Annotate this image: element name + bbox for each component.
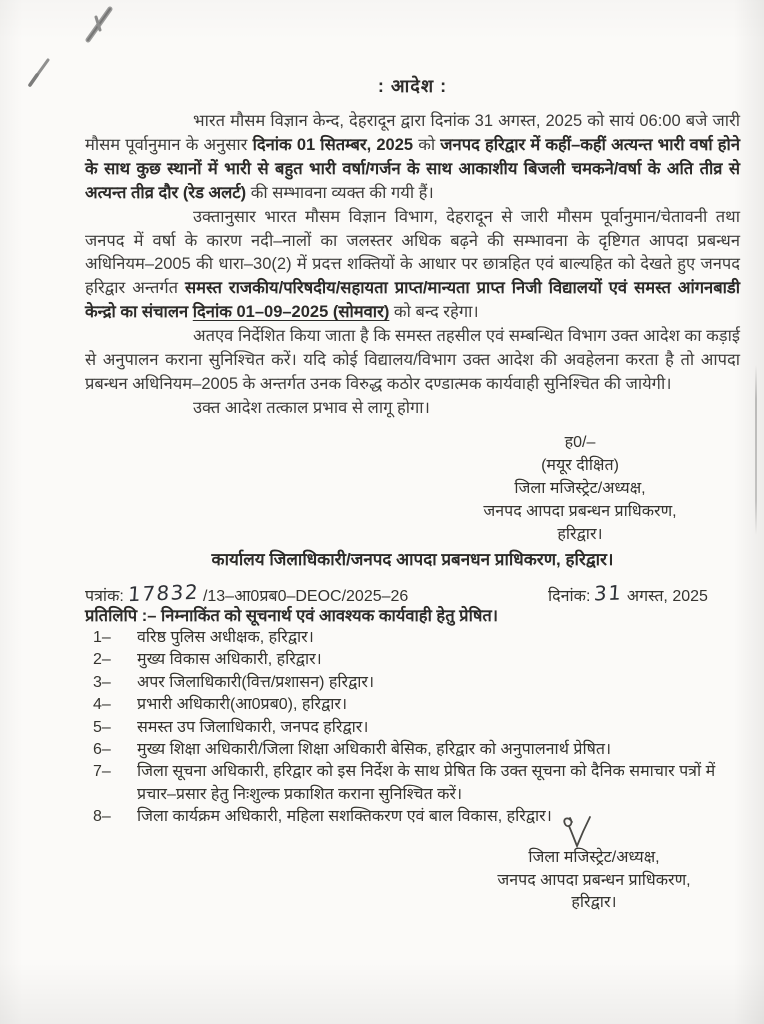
bold-schools-run: समस्त राजकीय/परिषदीय/सहायता प्राप्त/मान्यता प्राप्त निजी विद्यालयों एवं समस्त आंगनबाडी केन्द्रो का संचालन	[85, 279, 740, 322]
signature-block-bottom	[434, 847, 754, 915]
order-body	[85, 110, 740, 421]
list-item	[93, 649, 741, 671]
bold-underlined-date-run: दिनांक 01–09–2025 (सोमवार)	[192, 303, 390, 322]
list-item	[93, 627, 741, 649]
list-item-text: जिला सूचना अधिकारी, हरिद्वार को इस निर्देश के साथ प्रेषित कि उक्त सूचना को दैनिक समाचार पत्रों में प्रचार–प्रसार हेतु निःशुल्क प्रकाशित कराना सुनिश्चित करें।	[137, 763, 716, 803]
letter-number-suffix: /13–आ0प्रब0–DEOC/2025–26	[202, 588, 409, 605]
list-item-number: 8–	[93, 808, 111, 826]
signed-mark: ह0/–	[564, 434, 596, 451]
scan-edge-shadow	[755, 365, 757, 535]
date-text: अगस्त, 2025	[626, 588, 708, 605]
text-run: की सम्भावना व्यक्त की गयी हैं।	[246, 183, 434, 202]
list-item-text: प्रभारी अधिकारी(आ0प्रब0), हरिद्वार।	[137, 696, 348, 714]
list-item-text: समस्त उप जिलाधिकारी, जनपद हरिद्वार।	[137, 718, 369, 736]
letter-number-label: पत्रांक:	[85, 588, 124, 605]
signatory-place: हरिद्वार।	[557, 526, 603, 543]
list-item-text: मुख्य विकास अधिकारी, हरिद्वार।	[137, 651, 322, 669]
list-item-number: 1–	[93, 629, 111, 646]
handwritten-date: 31	[593, 580, 624, 606]
paragraph-compliance: अतएव निर्देशित किया जाता है कि समस्त तहसील एवं सम्बन्धित विभाग उक्त आदेश का कड़ाई से अनुपालन कराना सुनिश्चित करें। यदि कोई विद्यालय/विभाग उक्त आदेश की अवहेलना करता है तो आपदा प्रबन्धन अधिनियम–2005 के अन्तर्गत उनक विरुद्ध कठोर दण्डात्मक कार्यवाही सुनिश्चित की जायेगी।	[85, 327, 740, 393]
list-item	[93, 806, 741, 828]
pen-stroke-icon	[24, 54, 58, 90]
date-label: दिनांक:	[548, 588, 591, 605]
list-item	[93, 694, 741, 716]
signatory-designation: जिला मजिस्ट्रेट/अध्यक्ष,	[514, 480, 646, 497]
signatory-place: हरिद्वार।	[571, 894, 617, 911]
bold-date-run: दिनांक 01 सितम्बर, 2025	[252, 135, 414, 154]
text-run: भारत मौसम विज्ञान केन्द, देहरादून द्वारा दिनांक 31 अगस्त, 2025 को सायं 06:00 बजे जारी मौसम पूर्वानुमान के अनुसार	[85, 112, 740, 154]
signatory-name: (मयूर दीक्षित)	[541, 457, 619, 474]
list-item-text: जिला कार्यक्रम अधिकारी, महिला सशक्तिकरण एवं बाल विकास, हरिद्वार।	[137, 808, 552, 826]
office-header-line: कार्यालय जिलाधिकारी/जनपद आपदा प्रबनधन प्राधिकरण, हरिद्वार।	[211, 550, 614, 569]
signatory-designation: जिला मजिस्ट्रेट/अध्यक्ष,	[528, 849, 660, 866]
text-run: को	[413, 135, 441, 154]
list-item	[93, 717, 741, 739]
list-item-number: 6–	[93, 741, 111, 759]
signatory-authority: जनपद आपदा प्रबन्धन प्राधिकरण,	[483, 503, 677, 520]
bold-warning-run: जनपद हरिद्वार में कहीं–कहीं अत्यन्त भारी वर्षा होने के साथ कुछ स्थानों में भारी से बहुत भारी वर्षा/गर्जन के साथ आकाशीय बिजली चमकने/वर्षा के अति तीव्र से अत्यन्त तीव्र दौर (रेड अलर्ट)	[85, 135, 740, 202]
paragraph-weather-forecast	[85, 110, 740, 206]
list-item-text: वरिष्ठ पुलिस अधीक्षक, हरिद्वार।	[137, 629, 314, 646]
list-item-number: 3–	[93, 673, 111, 691]
list-item	[93, 739, 741, 761]
list-item-number: 7–	[93, 763, 111, 781]
list-item-number: 2–	[93, 651, 111, 669]
paragraph-closure-order	[85, 206, 740, 326]
text-run: उक्तानुसार भारत मौसम विज्ञान विभाग, देहरादून से जारी मौसम पूर्वानुमान/चेतावनी तथा जनपद में वर्षा के कारण नदी–नालों का जलस्तर अधिक बढ़ने की सम्भावना के दृष्टिगत आपदा प्रबन्धन अधिनियम–2005 की धारा–30(2) में प्रदत्त शक्तियों के आधार पर छात्रहित एवं बाल्यहित को देखते हुए जनपद हरिद्वार अन्तर्गत	[85, 207, 740, 298]
copy-distribution-heading: प्रतिलिपि :– निम्नाकिंत को सूचनार्थ एवं आवश्यक कार्यवाही हेतु प्रेषित।	[85, 607, 499, 625]
list-item	[93, 761, 741, 806]
list-item-number: 4–	[93, 696, 111, 714]
signatory-authority: जनपद आपदा प्रबन्धन प्राधिकरण,	[497, 871, 691, 889]
list-item-text: अपर जिलाधिकारी(वित्त/प्रशासन) हरिद्वार।	[137, 673, 375, 691]
text-run: को बन्द रहेगा।	[389, 303, 479, 322]
copy-distribution-list	[93, 627, 741, 829]
list-item-number: 5–	[93, 718, 111, 736]
order-title: : आदेश :	[377, 76, 448, 96]
handwritten-letter-number: 17832	[126, 579, 200, 607]
staple-icon	[76, 0, 122, 48]
list-item-text: मुख्य शिक्षा अधिकारी/जिला शिक्षा अधिकारी बेसिक, हरिद्वार को अनुपालनार्थ प्रेषित।	[137, 741, 612, 759]
list-item	[93, 672, 741, 694]
signature-block-top	[415, 431, 745, 546]
paragraph-effective-immediately: उक्त आदेश तत्काल प्रभाव से लागू होगा।	[193, 398, 430, 417]
